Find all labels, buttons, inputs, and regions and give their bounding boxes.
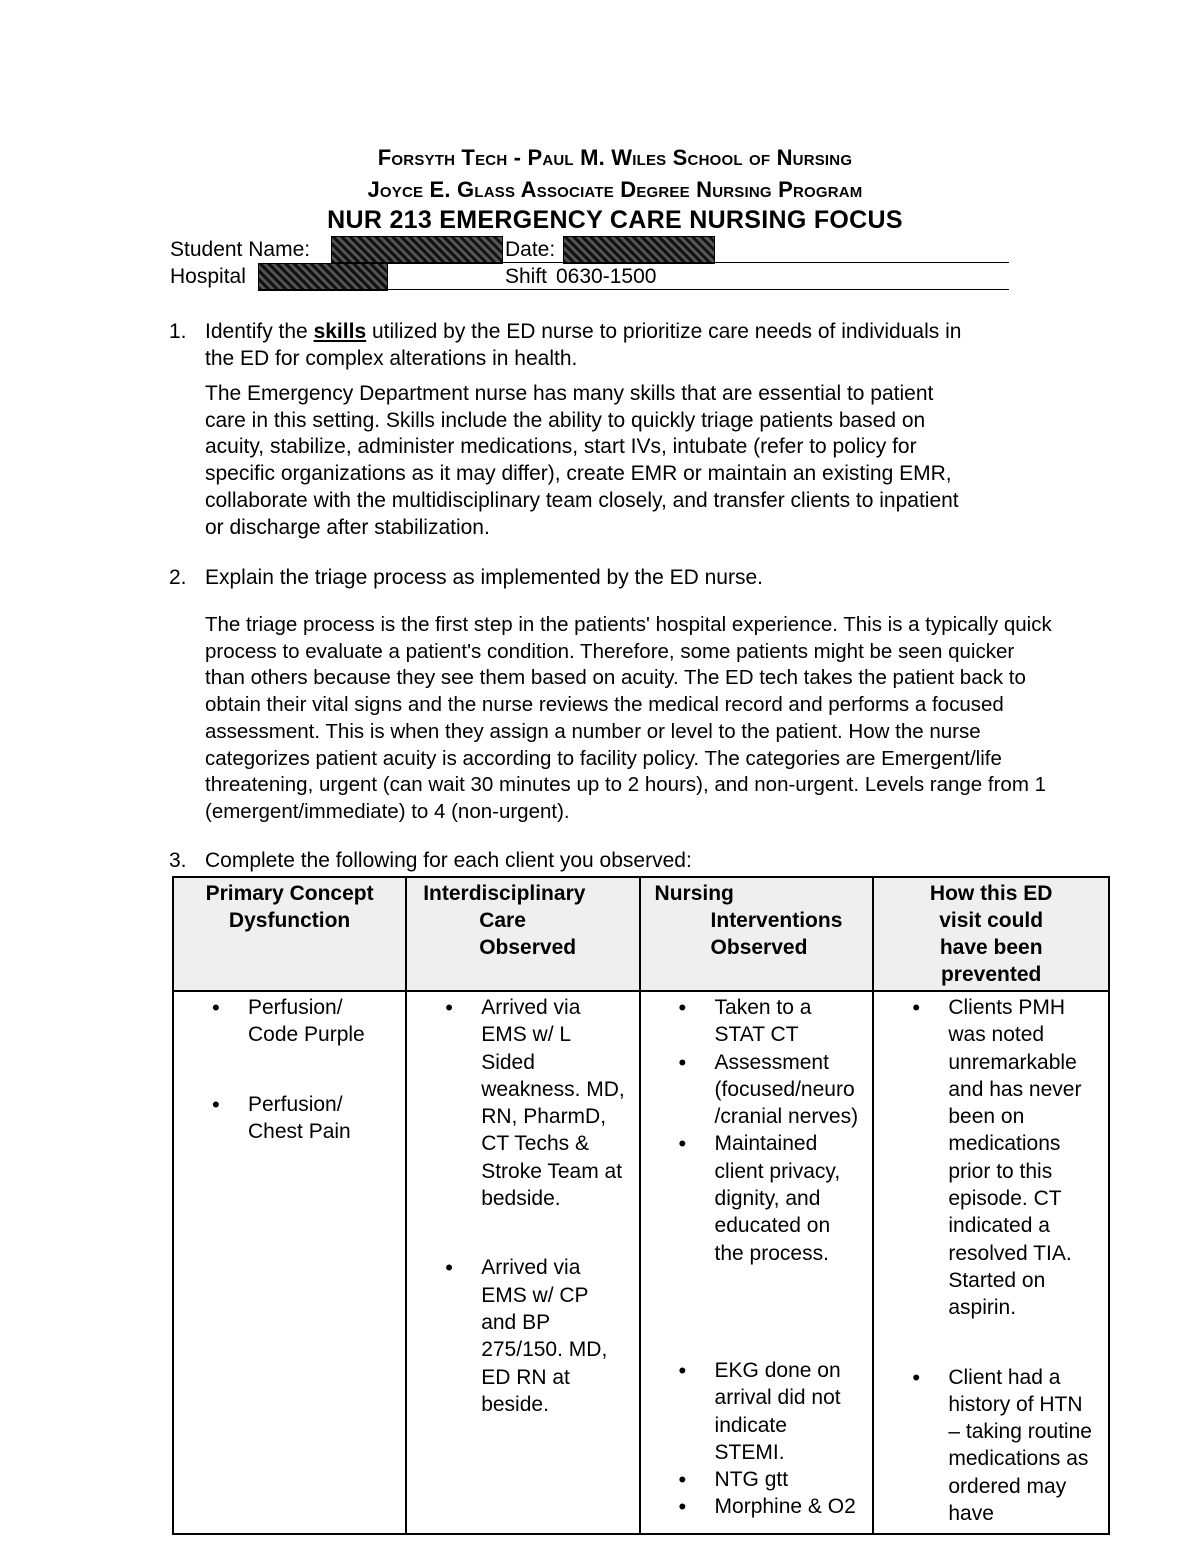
answer-2 — [205, 612, 1052, 826]
answer-2-line: assessment. This is when they assign a number or level to the patient. How the nurse — [205, 719, 981, 743]
cell-line: Started on — [948, 1268, 1046, 1292]
interventions-list — [645, 1357, 869, 1521]
school-title: Forsyth Tech - Paul M. Wiles School of Nursing — [377, 145, 853, 170]
header-line: Observed — [710, 936, 808, 959]
question-1-number: 1. — [169, 320, 187, 343]
cell-line: bedside. — [481, 1187, 561, 1211]
cell-line: Chest Pain — [248, 1119, 351, 1143]
cell-line: weakness. MD, — [481, 1077, 625, 1101]
header-line: prevented — [940, 963, 1042, 986]
cell-line: • Client had a — [948, 1365, 1061, 1389]
table-header-row — [173, 877, 1109, 991]
row-gap — [411, 1212, 634, 1254]
cell-line: client privacy, — [714, 1159, 841, 1183]
header-prevention — [873, 877, 1109, 991]
care-list — [411, 1254, 634, 1418]
course-title: NUR 213 EMERGENCY CARE NURSING FOCUS — [327, 206, 903, 234]
list-item — [715, 994, 869, 1049]
answer-1-line: care in this setting. Skills include the ability to quickly triage patients based on — [205, 408, 926, 432]
list-item — [481, 1254, 634, 1418]
cell-line: • Taken to a — [714, 996, 812, 1019]
cell-line: resolved TIA. — [948, 1241, 1072, 1265]
question-2-number: 2. — [169, 566, 187, 589]
question-3 — [169, 847, 1105, 874]
list-item — [948, 994, 1104, 1322]
header-line: Observed — [479, 936, 577, 959]
cell-line: • Assessment — [714, 1050, 829, 1074]
name-date-underline — [331, 262, 1009, 263]
list-item — [248, 1091, 401, 1146]
list-item — [481, 994, 634, 1212]
header-line: How this ED — [929, 882, 1053, 905]
cell-line: Code Purple — [248, 1023, 365, 1047]
cell-line: – taking routine — [948, 1420, 1092, 1444]
header-line: Care — [479, 909, 526, 932]
cell-line: educated on — [714, 1214, 831, 1238]
concept-cell — [173, 991, 406, 1534]
interventions-list — [645, 994, 869, 1267]
header-line: Interventions — [710, 909, 843, 932]
header-line: Interdisciplinary — [423, 882, 586, 905]
row-gap — [645, 1267, 869, 1357]
prevention-list — [878, 994, 1104, 1322]
program-title: Joyce E. Glass Associate Degree Nursing Program — [367, 177, 863, 202]
question-1-text-line2: the ED for complex alterations in health. — [205, 347, 578, 370]
cell-line: Stroke Team at — [481, 1159, 623, 1183]
concept-list — [178, 994, 401, 1049]
cell-line: ordered may — [948, 1474, 1067, 1498]
cell-line: unremarkable — [948, 1050, 1077, 1074]
question-1-text-pre: Identify the — [205, 320, 314, 343]
cell-line: CT Techs & — [481, 1132, 589, 1156]
cell-line: aspirin. — [948, 1296, 1017, 1320]
row-gap — [178, 1049, 401, 1091]
shift-value: 0630-1500 — [556, 265, 657, 288]
header-interdisciplinary-care — [406, 877, 639, 991]
client-table — [172, 876, 1110, 1535]
question-1-text-post: utilized by the ED nurse to prioritize care needs of individuals in — [366, 320, 962, 343]
cell-line: indicated a — [948, 1214, 1050, 1238]
cell-line: STEMI. — [714, 1440, 785, 1464]
list-item — [715, 1466, 869, 1493]
answer-1 — [205, 381, 959, 541]
question-2-text: Explain the triage process as implemented by the ED nurse. — [205, 566, 763, 589]
answer-1-line: acuity, stabilize, administer medications, start IVs, intubate (refer to policy for — [205, 435, 917, 459]
header-primary-concept — [173, 877, 406, 991]
row-gap — [878, 1322, 1104, 1364]
cell-line: been on — [948, 1105, 1025, 1129]
list-item — [948, 1364, 1104, 1528]
question-3-number: 3. — [169, 849, 187, 872]
concept-list — [178, 1091, 401, 1146]
answer-1-line: or discharge after stabilization. — [205, 515, 490, 539]
cell-line: STAT CT — [714, 1023, 799, 1047]
cell-line: 275/150. MD, — [481, 1338, 608, 1362]
student-name-redaction — [331, 236, 503, 264]
cell-line: • Perfusion/ — [248, 996, 343, 1019]
table-row — [173, 991, 1109, 1534]
list-item — [248, 994, 401, 1049]
cell-line: and BP — [481, 1310, 551, 1334]
header-line: Primary Concept — [205, 882, 374, 905]
care-cell — [406, 991, 639, 1534]
answer-2-line: than others because they see them based on acuity. The ED tech takes the patient back to — [205, 666, 1026, 690]
care-list — [411, 994, 634, 1212]
cell-line: /cranial nerves) — [714, 1105, 859, 1129]
hospital-shift-underline — [258, 289, 1009, 290]
cell-line: (focused/neuro — [714, 1077, 855, 1101]
cell-line: the process. — [714, 1241, 829, 1265]
cell-line: was noted — [948, 1023, 1045, 1047]
cell-line: • Morphine & O2 — [714, 1495, 856, 1519]
prevention-cell — [873, 991, 1109, 1534]
cell-line: have — [948, 1502, 994, 1526]
cell-line: and has never — [948, 1077, 1082, 1101]
list-item — [715, 1357, 869, 1466]
cell-line: • EKG done on — [714, 1358, 841, 1382]
question-2 — [169, 564, 1105, 591]
answer-1-line: collaborate with the multidisciplinary team closely, and transfer clients to inpatient — [205, 488, 959, 512]
cell-line: • Arrived via — [481, 1256, 581, 1280]
prevention-list — [878, 1364, 1104, 1528]
answer-1-line: specific organizations as it may differ), create EMR or maintain an existing EMR, — [205, 462, 952, 486]
shift-label: Shift — [505, 265, 548, 288]
answer-2-line: threatening, urgent (can wait 30 minutes up to 2 hours), and non-urgent. Levels range from 1 — [205, 773, 1047, 797]
answer-2-line: (emergent/immediate) to 4 (non-urgent). — [205, 799, 570, 823]
list-item — [715, 1130, 869, 1266]
hospital-redaction — [258, 263, 388, 291]
interventions-cell — [640, 991, 874, 1534]
cell-line: medications — [948, 1132, 1061, 1156]
cell-line: history of HTN — [948, 1392, 1083, 1416]
list-item — [715, 1049, 869, 1131]
cell-line: RN, PharmD, — [481, 1105, 607, 1129]
cell-line: ED RN at — [481, 1365, 570, 1389]
hospital-label: Hospital — [170, 265, 246, 288]
cell-line: episode. CT — [948, 1187, 1062, 1211]
header-nursing-interventions — [640, 877, 874, 991]
cell-line: • Arrived via — [481, 996, 581, 1019]
answer-2-line: categorizes patient acuity is according to facility policy. The categories are Emergent/life — [205, 746, 1002, 770]
cell-line: dignity, and — [714, 1187, 821, 1211]
date-label: Date: — [505, 238, 556, 261]
header-line: Nursing — [654, 882, 734, 905]
cell-line: medications as — [948, 1447, 1089, 1471]
cell-line: • NTG gtt — [714, 1468, 789, 1492]
question-1 — [169, 318, 1105, 372]
question-3-text: Complete the following for each client you observed: — [205, 849, 692, 872]
student-name-label: Student Name: — [170, 238, 311, 261]
cell-line: EMS w/ L — [481, 1023, 572, 1047]
header-line: Dysfunction — [228, 909, 351, 932]
header-line: have been — [939, 936, 1043, 959]
cell-line: prior to this — [948, 1159, 1053, 1183]
answer-1-line: The Emergency Department nurse has many skills that are essential to patient — [205, 382, 934, 405]
date-redaction — [563, 236, 715, 264]
cell-line: EMS w/ CP — [481, 1283, 589, 1307]
cell-line: beside. — [481, 1392, 549, 1416]
header-line: visit could — [939, 909, 1044, 932]
list-item — [715, 1493, 869, 1520]
cell-line: Sided — [481, 1050, 535, 1074]
cell-line: • Clients PMH — [948, 996, 1066, 1019]
answer-2-line: process to evaluate a patient's condition. Therefore, some patients might be seen quicker — [205, 639, 1015, 663]
answer-2-line: The triage process is the first step in the patients' hospital experience. This is a typically quick — [205, 613, 1052, 636]
cell-line: • Maintained — [714, 1132, 818, 1156]
answer-2-line: obtain their vital signs and the nurse reviews the medical record and performs a focused — [205, 693, 1004, 717]
cell-line: arrival did not — [714, 1386, 841, 1410]
cell-line: indicate — [714, 1413, 787, 1437]
cell-line: • Perfusion/ — [248, 1092, 343, 1116]
question-1-keyword: skills — [313, 320, 367, 343]
